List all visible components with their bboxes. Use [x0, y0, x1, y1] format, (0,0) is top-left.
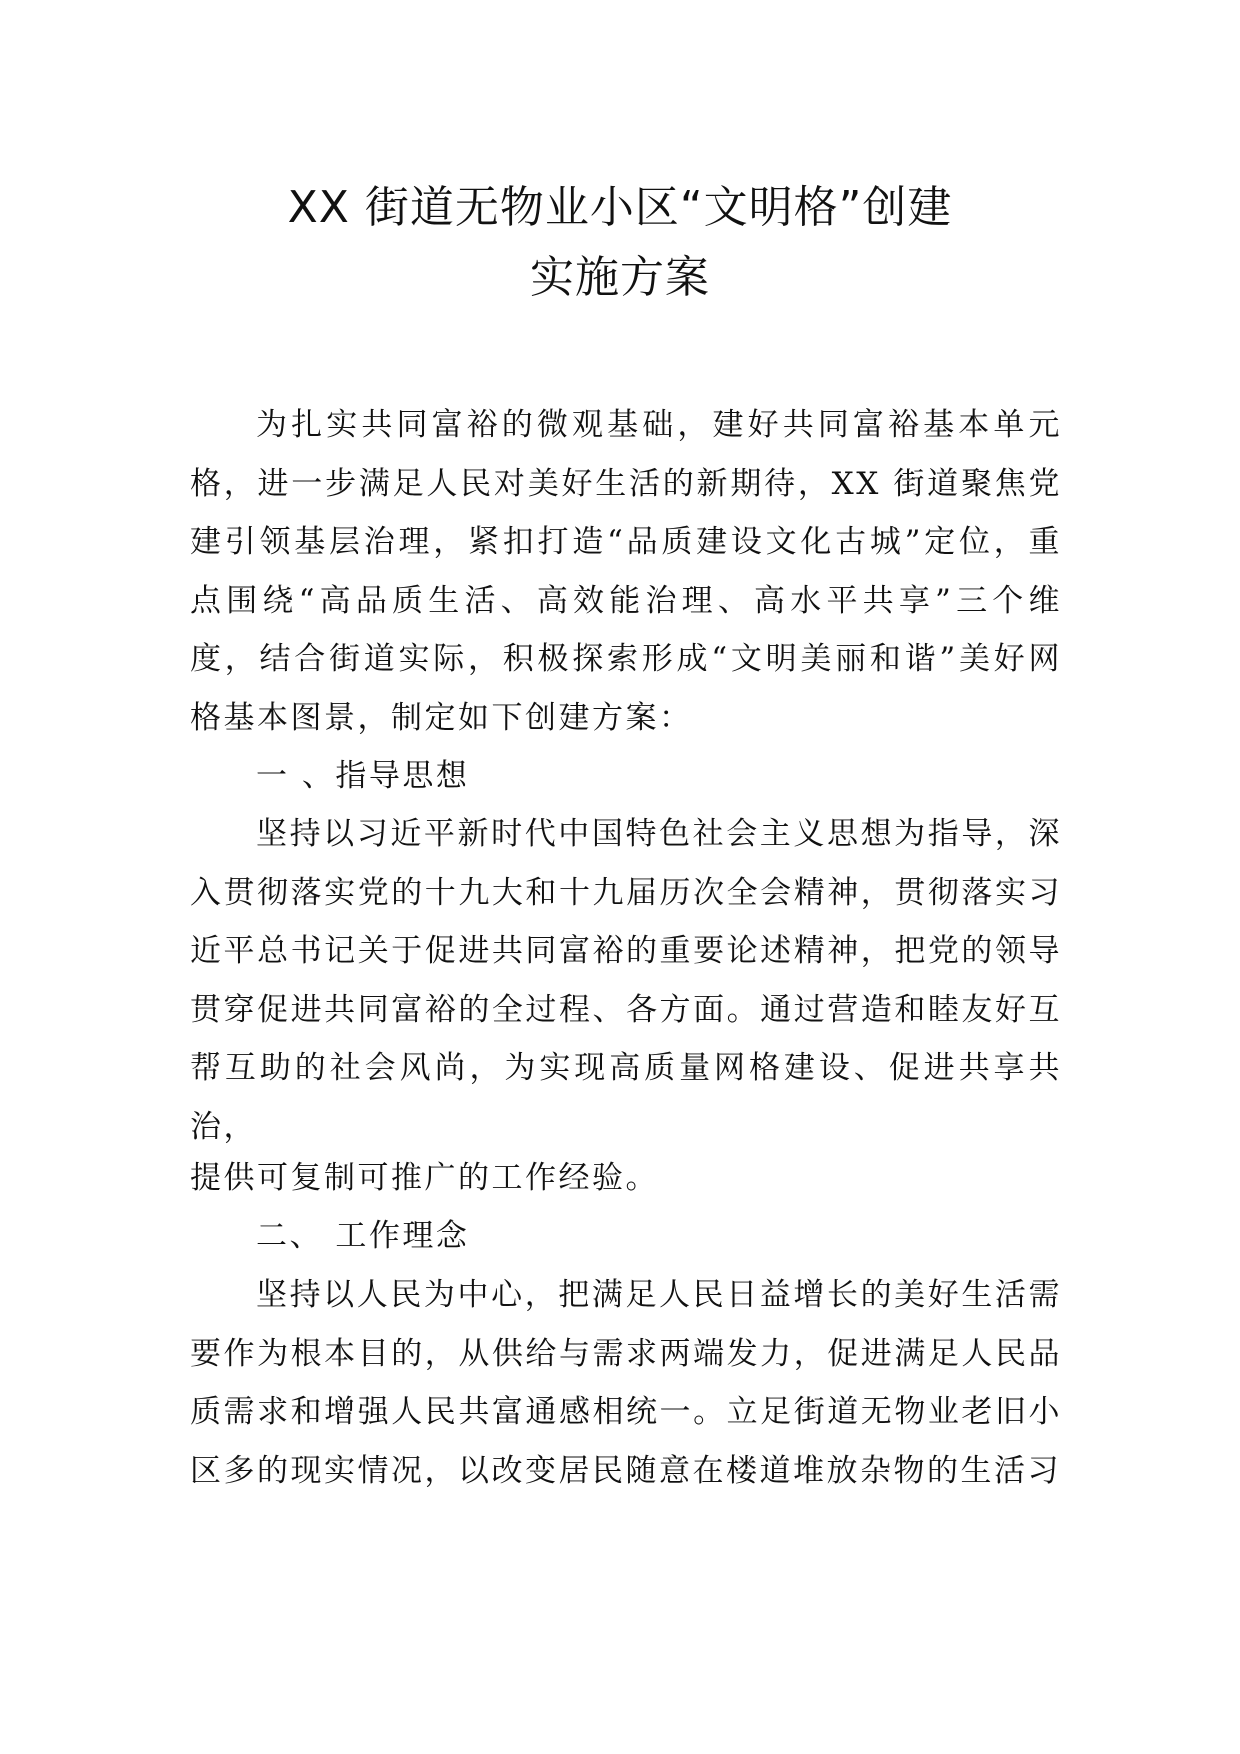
section-2-paragraph: 坚持以人民为中心，把满足人民日益增长的美好生活需要作为根本目的，从供给与需求两端发力，促进满足人民品质需求和增强人民共富通感相统一。立足街道无物业老旧小区多的现实情况，以改变居民随意在楼道堆放杂物的生活习 — [190, 1277, 1062, 1489]
section-2-heading: 二、 工作理念 — [256, 1218, 470, 1254]
section-1-paragraph: 坚持以习近平新时代中国特色社会主义思想为指导，深入贯彻落实党的十九大和十九届历次全会精神，贯彻落实习近平总书记关于促进共同富裕的重要论述精神，把党的领导贯穿促进共同富裕的全过程、各方面。通过营造和睦友好互帮互助的社会风尚，为实现高质量网格建设、促进共享共治， — [190, 816, 1062, 1145]
section-1-heading: 一 、指导思想 — [256, 758, 470, 794]
document-title-line-2: 实施方案 — [530, 252, 710, 303]
document-title-line-1: XX 街道无物业小区“文明格”创建 — [287, 182, 953, 233]
section-1-paragraph-tail: 提供可复制可推广的工作经验。 — [190, 1160, 659, 1196]
intro-paragraph: 为扎实共同富裕的微观基础，建好共同富裕基本单元格，进一步满足人民对美好生活的新期待，XX 街道聚焦党建引领基层治理，紧扣打造“品质建设文化古城”定位，重点围绕“高品质生活、高效能治理、高水平共享”三个维度，结合街道实际，积极探索形成“文明美丽和谐”美好网格基本图景，制定如下创建方案： — [190, 407, 1062, 736]
